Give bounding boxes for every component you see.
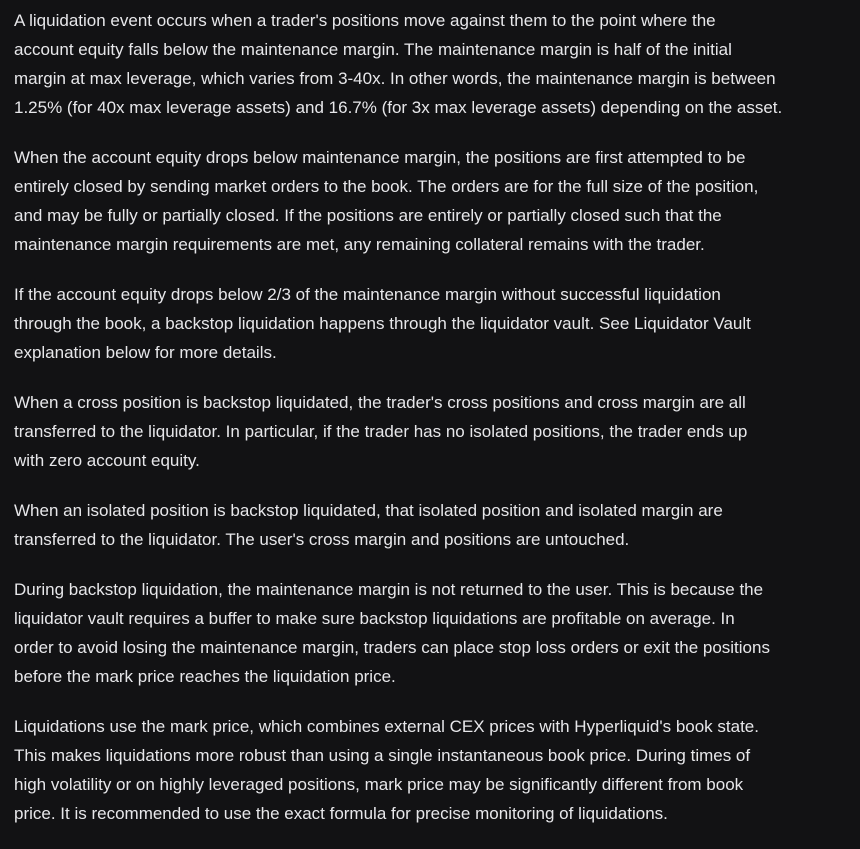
text-line: transferred to the liquidator. In particular, if the trader has no isolated positions, the trader ends up bbox=[14, 422, 748, 441]
text-line: liquidator vault requires a buffer to make sure backstop liquidations are profitable on average. In bbox=[14, 609, 735, 628]
paragraph-maintenance-margin bbox=[14, 575, 860, 691]
paragraph-isolated-position bbox=[14, 496, 860, 554]
text-line: This makes liquidations more robust than using a single instantaneous book price. During times of bbox=[14, 746, 751, 765]
text-line: When a cross position is backstop liquidated, the trader's cross positions and cross margin are all bbox=[14, 393, 746, 412]
text-line: account equity falls below the maintenance margin. The maintenance margin is half of the initial bbox=[14, 40, 732, 59]
text-line: maintenance margin requirements are met, any remaining collateral remains with the trader. bbox=[14, 235, 705, 254]
text-line: before the mark price reaches the liquidation price. bbox=[14, 667, 396, 686]
text-line: order to avoid losing the maintenance margin, traders can place stop loss orders or exit the positions bbox=[14, 638, 770, 657]
text-line: entirely closed by sending market orders to the book. The orders are for the full size of the position, bbox=[14, 177, 759, 196]
text-line: high volatility or on highly leveraged positions, mark price may be significantly different from book bbox=[14, 775, 744, 794]
text-line: During backstop liquidation, the maintenance margin is not returned to the user. This is because the bbox=[14, 580, 764, 599]
text-line: transferred to the liquidator. The user's cross margin and positions are untouched. bbox=[14, 530, 630, 549]
text-line: Liquidations use the mark price, which combines external CEX prices with Hyperliquid's book state. bbox=[14, 717, 759, 736]
text-line: explanation below for more details. bbox=[14, 343, 277, 362]
paragraph-backstop-trigger bbox=[14, 280, 860, 367]
paragraph-liquidation-event bbox=[14, 6, 860, 122]
text-line: with zero account equity. bbox=[14, 451, 200, 470]
document-body bbox=[14, 6, 860, 849]
text-line: margin at max leverage, which varies from 3-40x. In other words, the maintenance margin is between bbox=[14, 69, 776, 88]
text-line: When the account equity drops below maintenance margin, the positions are first attempted to be bbox=[14, 148, 746, 167]
text-line: and may be fully or partially closed. If the positions are entirely or partially closed such that the bbox=[14, 206, 722, 225]
text-line: through the book, a backstop liquidation happens through the liquidator vault. See Liquidator Vault bbox=[14, 314, 751, 333]
paragraph-cross-position bbox=[14, 388, 860, 475]
text-line: 1.25% (for 40x max leverage assets) and 16.7% (for 3x max leverage assets) depending on the asset. bbox=[14, 98, 783, 117]
text-line: When an isolated position is backstop liquidated, that isolated position and isolated margin are bbox=[14, 501, 723, 520]
text-line: price. It is recommended to use the exact formula for precise monitoring of liquidations. bbox=[14, 804, 668, 823]
paragraph-mark-price bbox=[14, 712, 860, 828]
text-line: If the account equity drops below 2/3 of the maintenance margin without successful liquidation bbox=[14, 285, 721, 304]
text-line: A liquidation event occurs when a trader's positions move against them to the point where the bbox=[14, 11, 716, 30]
paragraph-market-orders bbox=[14, 143, 860, 259]
